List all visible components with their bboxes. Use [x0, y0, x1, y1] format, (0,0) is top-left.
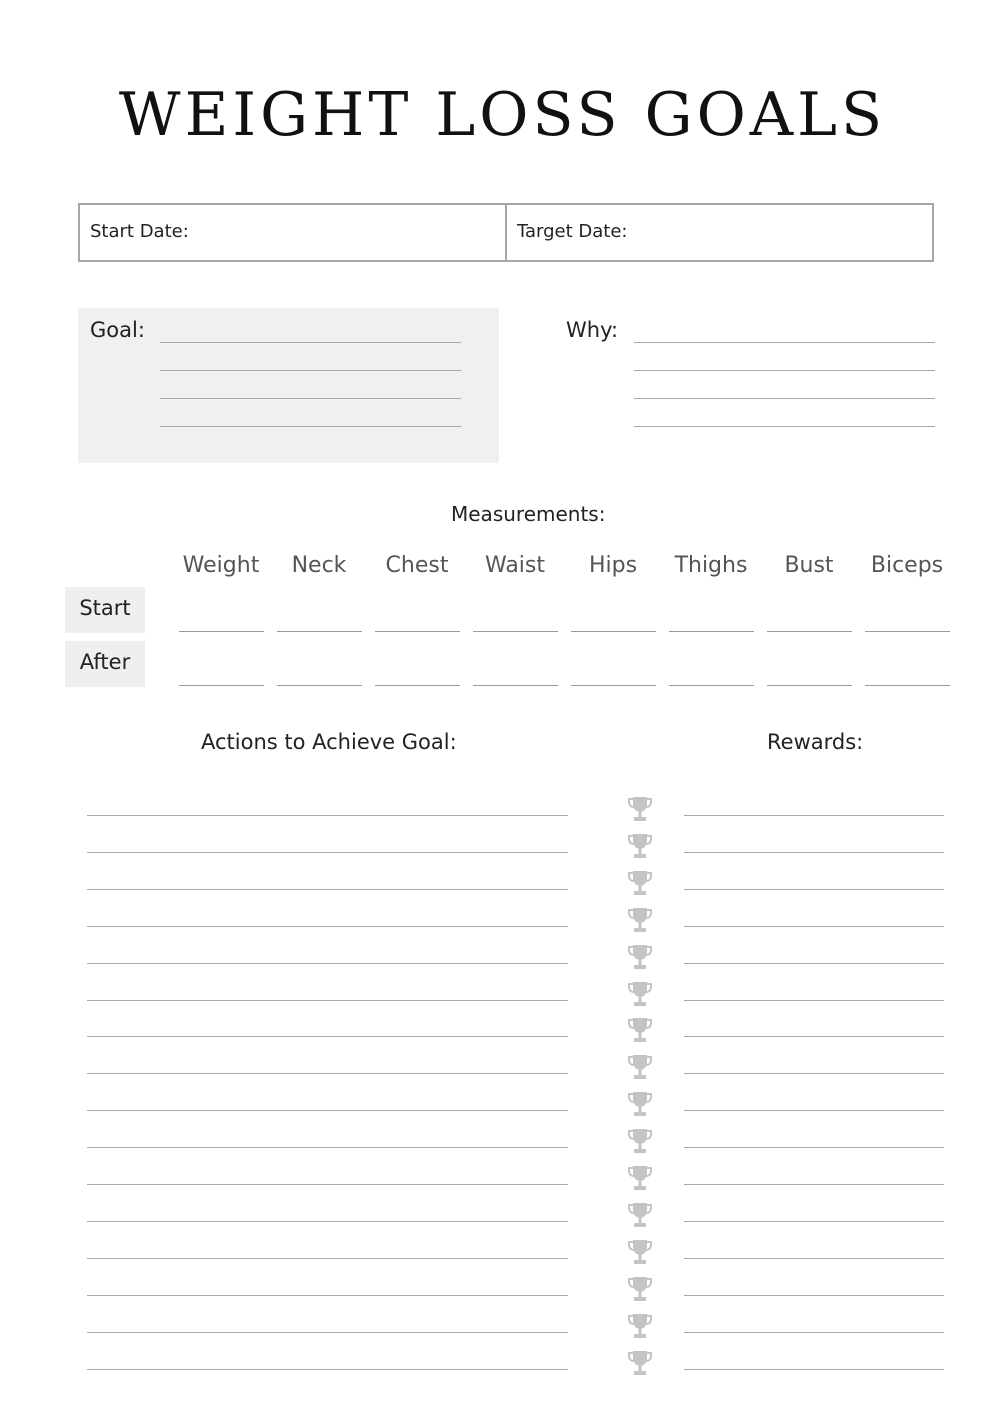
measurement-header-neck: Neck — [291, 553, 347, 578]
goal-line[interactable] — [160, 426, 461, 427]
trophy-icon — [627, 1016, 653, 1044]
reward-line[interactable] — [684, 926, 944, 927]
action-line[interactable] — [87, 926, 568, 927]
trophy-icon — [627, 1090, 653, 1118]
reward-line[interactable] — [684, 1110, 944, 1111]
start-date-field[interactable] — [78, 203, 507, 262]
measurement-input-line[interactable] — [669, 631, 754, 632]
action-line[interactable] — [87, 1036, 568, 1037]
reward-line[interactable] — [684, 1295, 944, 1296]
reward-line[interactable] — [684, 815, 944, 816]
row-label-after: After — [65, 641, 145, 687]
action-line[interactable] — [87, 1110, 568, 1111]
reward-line[interactable] — [684, 963, 944, 964]
action-line[interactable] — [87, 1000, 568, 1001]
measurement-input-line[interactable] — [865, 685, 950, 686]
why-line[interactable] — [634, 398, 935, 399]
why-line[interactable] — [634, 426, 935, 427]
reward-line[interactable] — [684, 889, 944, 890]
reward-line[interactable] — [684, 1184, 944, 1185]
reward-line[interactable] — [684, 1147, 944, 1148]
measurement-input-line[interactable] — [277, 631, 362, 632]
reward-line[interactable] — [684, 1332, 944, 1333]
reward-line[interactable] — [684, 1000, 944, 1001]
goal-line[interactable] — [160, 398, 461, 399]
reward-line[interactable] — [684, 1369, 944, 1370]
goal-label: Goal: — [90, 318, 145, 342]
reward-line[interactable] — [684, 1036, 944, 1037]
trophy-icon — [627, 943, 653, 971]
trophy-icon — [627, 1201, 653, 1229]
action-line[interactable] — [87, 1147, 568, 1148]
action-line[interactable] — [87, 963, 568, 964]
rewards-title: Rewards: — [767, 730, 864, 754]
trophy-icon — [627, 795, 653, 823]
target-date-label: Target Date: — [517, 221, 628, 242]
measurement-input-line[interactable] — [375, 631, 460, 632]
why-line[interactable] — [634, 370, 935, 371]
trophy-icon — [627, 1349, 653, 1377]
measurement-input-line[interactable] — [865, 631, 950, 632]
measurement-input-line[interactable] — [767, 631, 852, 632]
measurement-header-hips: Hips — [588, 553, 638, 578]
trophy-icon — [627, 980, 653, 1008]
trophy-icon — [627, 1275, 653, 1303]
trophy-icon — [627, 832, 653, 860]
target-date-field[interactable] — [505, 203, 934, 262]
action-line[interactable] — [87, 1332, 568, 1333]
reward-line[interactable] — [684, 1258, 944, 1259]
why-line[interactable] — [634, 342, 935, 343]
measurement-header-biceps: Biceps — [870, 553, 944, 578]
action-line[interactable] — [87, 1184, 568, 1185]
measurement-input-line[interactable] — [473, 685, 558, 686]
reward-line[interactable] — [684, 852, 944, 853]
start-date-label: Start Date: — [90, 221, 189, 242]
action-line[interactable] — [87, 815, 568, 816]
trophy-icon — [627, 1053, 653, 1081]
why-label: Why: — [566, 318, 619, 342]
measurement-input-line[interactable] — [179, 631, 264, 632]
goal-line[interactable] — [160, 370, 461, 371]
measurement-input-line[interactable] — [375, 685, 460, 686]
measurement-input-line[interactable] — [179, 685, 264, 686]
measurement-input-line[interactable] — [669, 685, 754, 686]
measurements-title: Measurements: — [451, 502, 606, 526]
action-line[interactable] — [87, 1221, 568, 1222]
trophy-icon — [627, 869, 653, 897]
measurement-input-line[interactable] — [571, 631, 656, 632]
page-title: WEIGHT LOSS GOALS — [118, 80, 887, 150]
action-line[interactable] — [87, 1258, 568, 1259]
action-line[interactable] — [87, 1073, 568, 1074]
action-line[interactable] — [87, 1295, 568, 1296]
action-line[interactable] — [87, 852, 568, 853]
measurement-header-waist: Waist — [484, 553, 546, 578]
trophy-icon — [627, 1238, 653, 1266]
trophy-icon — [627, 906, 653, 934]
measurement-input-line[interactable] — [277, 685, 362, 686]
trophy-icon — [627, 1164, 653, 1192]
measurement-header-weight: Weight — [182, 553, 260, 578]
goal-line[interactable] — [160, 342, 461, 343]
action-line[interactable] — [87, 889, 568, 890]
trophy-icon — [627, 1312, 653, 1340]
actions-title: Actions to Achieve Goal: — [201, 730, 457, 754]
trophy-icon — [627, 1127, 653, 1155]
measurement-input-line[interactable] — [767, 685, 852, 686]
measurement-input-line[interactable] — [571, 685, 656, 686]
row-label-start: Start — [65, 587, 145, 633]
measurement-input-line[interactable] — [473, 631, 558, 632]
action-line[interactable] — [87, 1369, 568, 1370]
measurement-header-bust: Bust — [784, 553, 834, 578]
reward-line[interactable] — [684, 1221, 944, 1222]
reward-line[interactable] — [684, 1073, 944, 1074]
measurement-header-chest: Chest — [385, 553, 449, 578]
measurement-header-thighs: Thighs — [674, 553, 748, 578]
